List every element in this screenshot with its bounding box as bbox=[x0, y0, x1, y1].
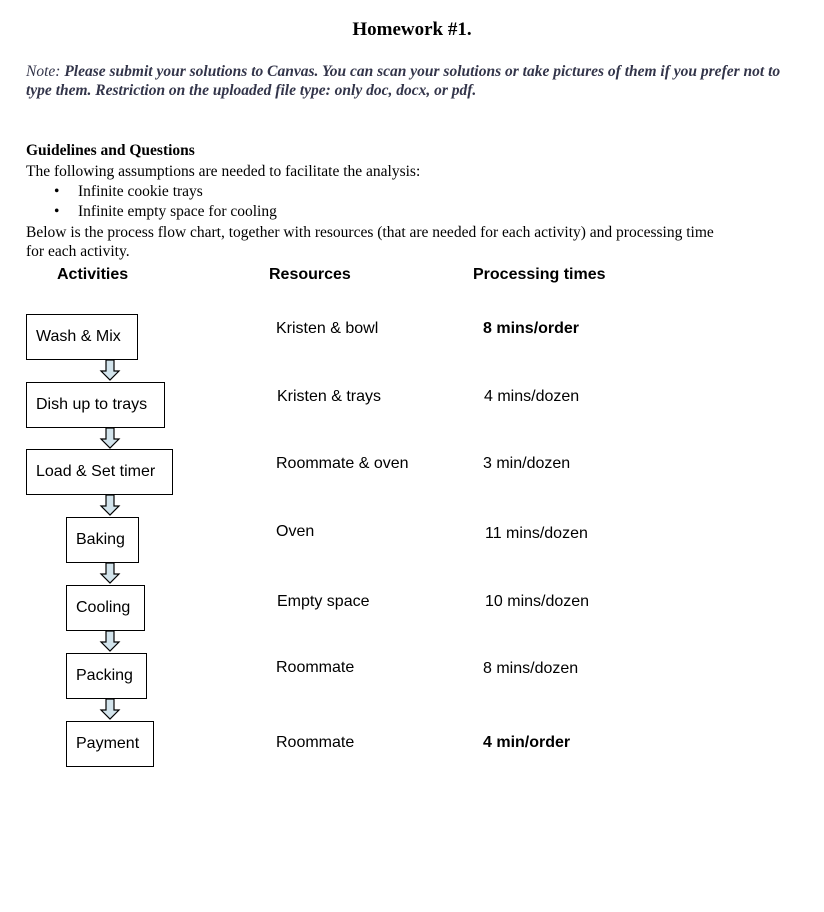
resource-cell: Empty space bbox=[277, 593, 370, 610]
activity-box-cooling bbox=[66, 585, 145, 631]
resource-cell: Roommate bbox=[276, 659, 355, 676]
guidelines-heading: Guidelines and Questions bbox=[26, 142, 195, 159]
flow-arrow bbox=[101, 563, 119, 583]
bullet-dot: • bbox=[54, 203, 60, 220]
bullet-dot: • bbox=[54, 183, 60, 200]
header-resources: Resources bbox=[269, 266, 351, 283]
flow-arrow bbox=[101, 360, 119, 380]
activity-box-dish-up bbox=[26, 382, 165, 428]
flow-arrow bbox=[101, 699, 119, 719]
activity-label: Cooling bbox=[76, 599, 131, 616]
header-processing-times: Processing times bbox=[473, 266, 606, 283]
activity-label: Load & Set timer bbox=[36, 463, 156, 480]
flow-arrow bbox=[101, 428, 119, 448]
activity-label: Payment bbox=[76, 735, 140, 752]
note-lead: Note: bbox=[26, 63, 65, 80]
flow-arrow bbox=[101, 631, 119, 651]
activity-box-load-set-timer bbox=[26, 449, 173, 495]
activity-box-wash-mix bbox=[26, 314, 138, 360]
resource-cell: Oven bbox=[276, 523, 315, 540]
activity-label: Dish up to trays bbox=[36, 396, 148, 413]
activity-box-packing bbox=[66, 653, 147, 699]
activity-label: Baking bbox=[76, 531, 125, 548]
bullet-text: Infinite cookie trays bbox=[78, 183, 203, 200]
header-activities: Activities bbox=[57, 266, 129, 283]
flow-intro-line-2: for each activity. bbox=[26, 243, 130, 260]
bullet-text: Infinite empty space for cooling bbox=[78, 203, 277, 220]
time-cell: 3 min/dozen bbox=[483, 455, 571, 472]
time-cell: 4 min/order bbox=[483, 734, 571, 751]
time-cell: 10 mins/dozen bbox=[485, 593, 590, 610]
activity-label: Packing bbox=[76, 667, 133, 684]
activity-label: Wash & Mix bbox=[36, 328, 121, 345]
resource-cell: Roommate & oven bbox=[276, 455, 409, 472]
note-body: Please submit your solutions to Canvas. You can scan your solutions or take pictures of them if you prefer not to type them. Restriction on the uploaded file type: only doc, docx, or pdf. bbox=[26, 63, 781, 99]
resource-cell: Kristen & trays bbox=[277, 388, 382, 405]
time-cell: 8 mins/order bbox=[483, 320, 580, 337]
time-cell: 8 mins/dozen bbox=[483, 660, 579, 677]
flow-intro-line-1: Below is the process flow chart, together with resources (that are needed for each activity) and processing time bbox=[26, 224, 714, 241]
time-cell: 4 mins/dozen bbox=[484, 388, 580, 405]
resource-cell: Kristen & bowl bbox=[276, 320, 379, 337]
activity-box-payment bbox=[66, 721, 154, 767]
flow-arrow bbox=[101, 495, 119, 515]
activity-box-baking bbox=[66, 517, 139, 563]
assumptions-intro: The following assumptions are needed to facilitate the analysis: bbox=[26, 163, 421, 180]
page-title: Homework #1. bbox=[352, 19, 472, 40]
resource-cell: Roommate bbox=[276, 734, 355, 751]
time-cell: 11 mins/dozen bbox=[485, 525, 588, 542]
